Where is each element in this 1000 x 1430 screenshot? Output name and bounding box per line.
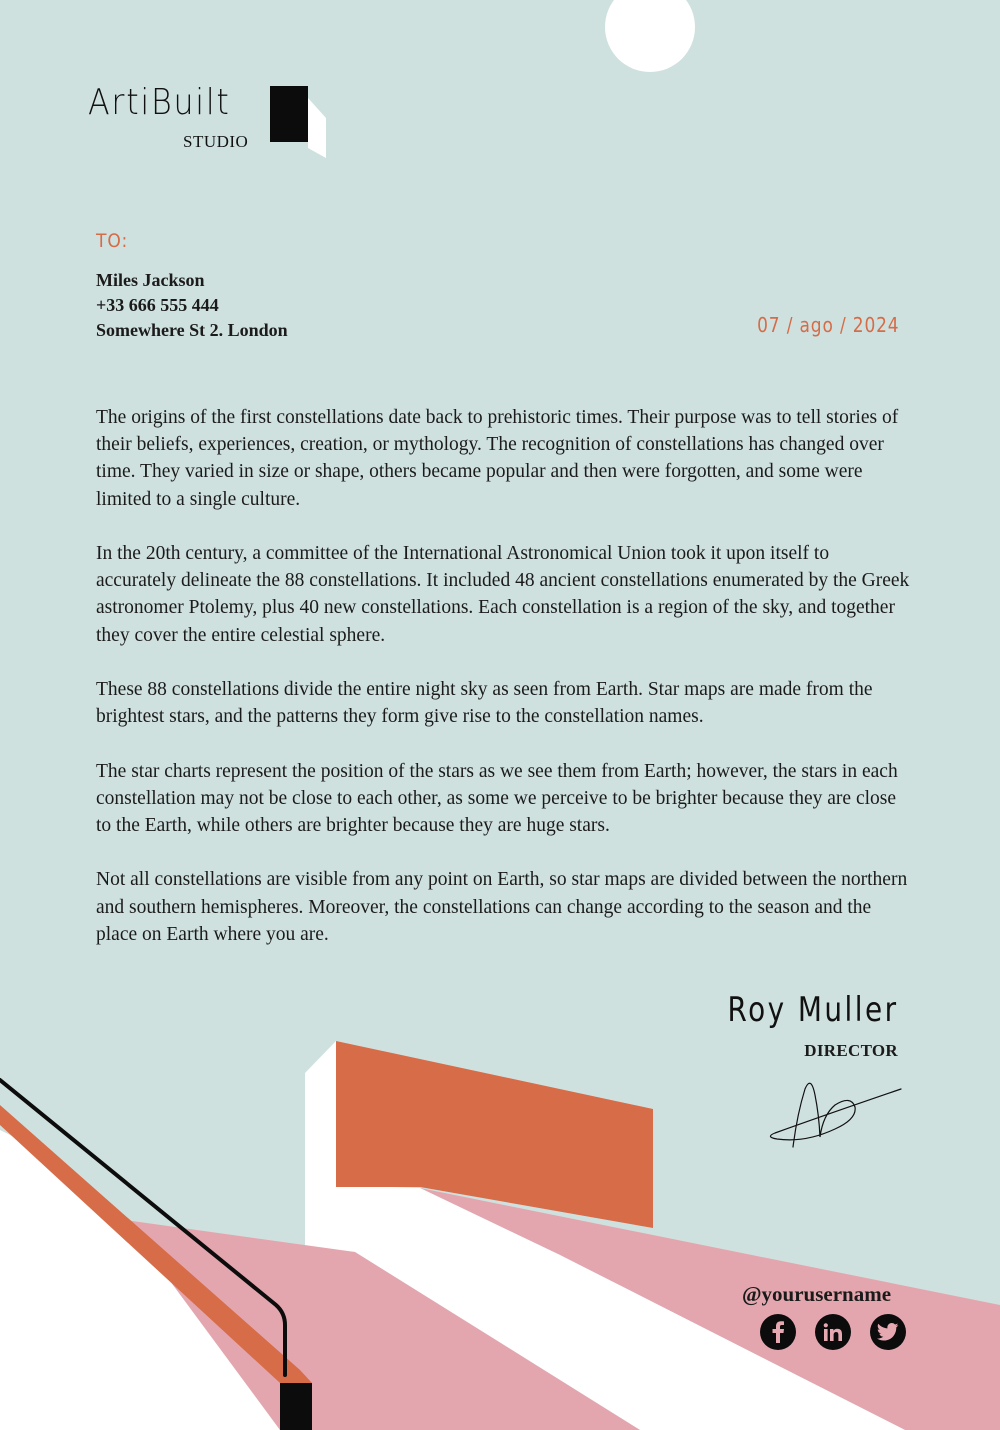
body-paragraph: In the 20th century, a committee of the International Astronomical Union took it upon itself to accurately delineate the 88 constellations. It included 48 ancient constellations enumerated by the Greek astronomer Ptolemy, plus 40 new constellations. Each constellation is a region of the sky, and together they cover the entire celestial sphere. xyxy=(96,543,910,646)
social-icons xyxy=(760,1314,906,1350)
body-paragraph: Not all constellations are visible from any point on Earth, so star maps are divided between the northern and southern hemispheres. Moreover, the constellations can change according to the season and the place on Earth where you are. xyxy=(96,869,908,945)
signer-title: DIRECTOR xyxy=(804,1041,898,1060)
black-post xyxy=(280,1383,312,1430)
letter-date: 07 / ago / 2024 xyxy=(756,313,899,337)
brand-name: ArtiBuilt xyxy=(88,82,231,123)
body-paragraph: These 88 constellations divide the entire night sky as seen from Earth. Star maps are made from the brightest stars, and the patterns they form give rise to the constellation names. xyxy=(96,679,873,728)
recipient-name: Miles Jackson xyxy=(96,270,205,290)
body-paragraph: The star charts represent the position of the stars as we see them from Earth; however, the stars in each constellation may not be close to each other, as some we perceive to be brighter because they are close to the Earth, while others are brighter because they are huge stars. xyxy=(96,760,898,836)
body-paragraph: The origins of the first constellations date back to prehistoric times. Their purpose was to tell stories of their beliefs, experiences, creation, or mythology. The recognition of constellations has changed over time. They varied in size or shape, others became popular and then were forgotten, and some were limited to a single culture. xyxy=(96,407,899,510)
moon-circle xyxy=(605,0,695,72)
recipient-block xyxy=(96,268,288,343)
recipient-phone: +33 666 555 444 xyxy=(96,295,219,315)
brand-subtitle: STUDIO xyxy=(183,132,249,151)
white-pillar xyxy=(305,1041,336,1252)
handwritten-signature xyxy=(765,1075,905,1155)
twitter-icon[interactable] xyxy=(870,1314,906,1350)
logo-mark-icon xyxy=(270,86,330,158)
recipient-address: Somewhere St 2. London xyxy=(96,320,288,340)
brand-logo xyxy=(88,82,333,162)
social-username[interactable]: @yourusername xyxy=(742,1282,892,1306)
letter-body xyxy=(96,404,911,975)
facebook-icon[interactable] xyxy=(760,1314,796,1350)
recipient-label: TO: xyxy=(96,230,129,252)
signer-name: Roy Muller xyxy=(727,990,898,1030)
linkedin-icon[interactable] xyxy=(815,1314,851,1350)
